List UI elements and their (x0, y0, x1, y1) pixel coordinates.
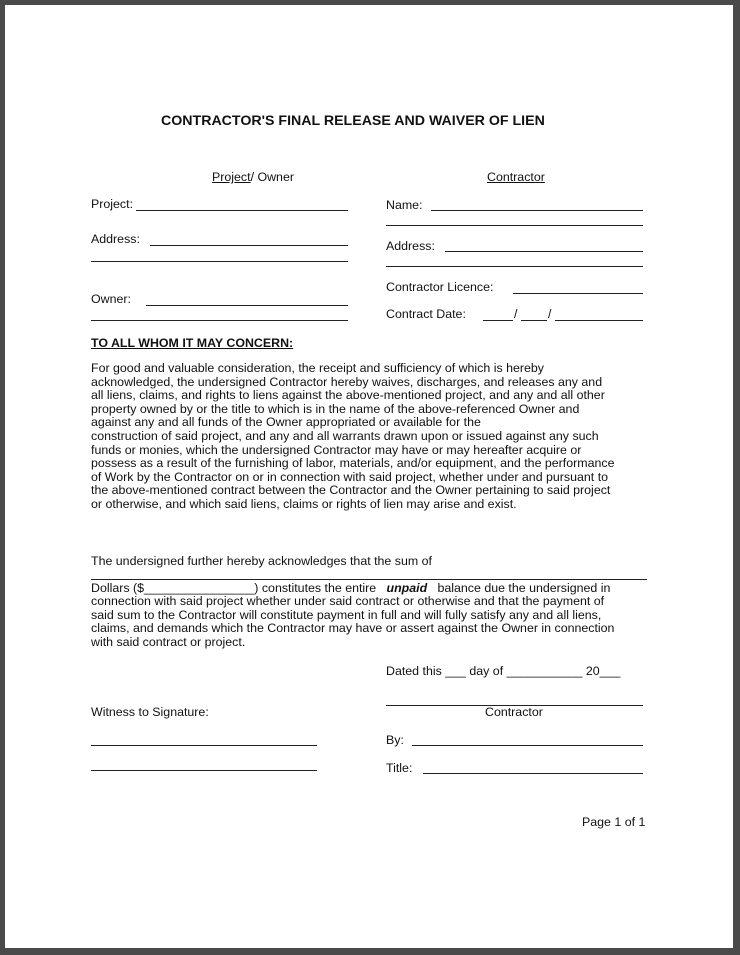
sum-line: claims, and demands which the Contractor may have or assert against the Owner in connection (91, 621, 615, 636)
witness-signature-field[interactable] (91, 745, 317, 746)
contract-date-slash-1: / (514, 307, 518, 321)
concern-heading: TO ALL WHOM IT MAY CONCERN: (91, 336, 294, 350)
contract-date-day[interactable] (521, 320, 547, 321)
contract-date-month[interactable] (483, 320, 513, 321)
release-line: against any and all funds of the Owner appropriated or available for the (91, 415, 481, 430)
sum-line: said sum to the Contractor will constitute payment in full and will fully satisfy any and all liens, (91, 607, 602, 622)
address-field[interactable] (150, 245, 348, 246)
name-field-line2[interactable] (386, 225, 643, 226)
contractor-address-field-line2[interactable] (386, 266, 643, 267)
release-line: or otherwise, and which said liens, claims or rights of lien may arise and exist. (91, 496, 517, 511)
address-field-line2[interactable] (91, 261, 348, 262)
release-line: funds or monies, which the undersigned Contractor may have or may hereafter acquire or (91, 442, 582, 457)
project-owner-header-underlined: Project (212, 170, 251, 184)
page-number: Page 1 of 1 (582, 815, 646, 829)
release-line: acknowledged, the undersigned Contractor hereby waives, discharges, and releases any and (91, 374, 603, 389)
dated-month-blank[interactable]: ___________ (506, 664, 583, 678)
owner-field[interactable] (146, 305, 348, 306)
sum-line: with said contract or project. (91, 634, 246, 649)
release-line: possess as a result of the furnishing of labor, materials, and/or equipment, and the performance (91, 456, 615, 471)
dated-day-blank[interactable]: ___ (445, 664, 466, 678)
day-of-label: day of (469, 664, 504, 678)
sum-intro: The undersigned further hereby acknowledges that the sum of (91, 554, 432, 568)
contractor-header: Contractor (487, 170, 545, 184)
name-field[interactable] (431, 210, 643, 211)
witness-label: Witness to Signature: (91, 705, 209, 719)
release-line: construction of said project, and any and all warrants drawn upon or issued against any such (91, 428, 599, 443)
dollars-mid: ) constitutes the entire (254, 581, 377, 595)
project-owner-header (212, 170, 294, 184)
contractor-address-field[interactable] (445, 251, 643, 252)
owner-field-line2[interactable] (91, 320, 348, 321)
owner-label: Owner: (91, 292, 131, 306)
licence-label: Contractor Licence: (386, 280, 494, 294)
address-label: Address: (91, 232, 140, 246)
sum-paragraph (91, 595, 614, 649)
dollars-suffix: balance due the undersigned in (437, 581, 611, 595)
dated-line (386, 664, 620, 678)
sum-amount-field[interactable] (91, 579, 647, 580)
by-field[interactable] (412, 745, 643, 746)
dollars-prefix: Dollars ($ (91, 581, 145, 595)
contract-date-slash-2: / (548, 307, 552, 321)
title-label: Title: (386, 761, 413, 775)
dated-this-label: Dated this (386, 664, 442, 678)
unpaid-emphasis: unpaid (386, 581, 428, 595)
release-line: of Work by the Contractor on or in connection with said project, whether under and pursuant to (91, 469, 609, 484)
sum-line: connection with said project whether under said contract or otherwise and that the payment of (91, 594, 605, 608)
document-title: CONTRACTOR'S FINAL RELEASE AND WAIVER OF LIEN (161, 113, 545, 129)
release-paragraph (91, 362, 614, 512)
release-line: For good and valuable consideration, the receipt and sufficiency of which is hereby (91, 361, 544, 375)
contractor-signature-label: Contractor (485, 705, 543, 719)
release-line: all liens, claims, and rights to liens against the above-mentioned project, and any and all other (91, 388, 605, 403)
release-line: the above-mentioned contract between the Contractor and the Owner pertaining to said project (91, 483, 611, 498)
document-page (5, 5, 733, 948)
dollars-amount-blank[interactable]: ________________ (144, 581, 255, 595)
project-label: Project: (91, 197, 134, 211)
licence-field[interactable] (513, 293, 643, 294)
contract-date-label: Contract Date: (386, 307, 466, 321)
by-label: By: (386, 733, 404, 747)
contract-date-year[interactable] (555, 320, 643, 321)
year-prefix: 20 (585, 664, 600, 678)
name-label: Name: (386, 198, 423, 212)
dollars-line (91, 581, 610, 595)
title-field[interactable] (423, 773, 643, 774)
contractor-address-label: Address: (386, 239, 435, 253)
witness-signature-field-2[interactable] (91, 770, 317, 771)
release-line: property owned by or the title to which is in the name of the above-referenced Owner and (91, 401, 580, 416)
dated-year-blank[interactable]: ___ (599, 664, 621, 678)
project-owner-header-rest: / Owner (250, 170, 294, 184)
project-field[interactable] (136, 210, 348, 211)
